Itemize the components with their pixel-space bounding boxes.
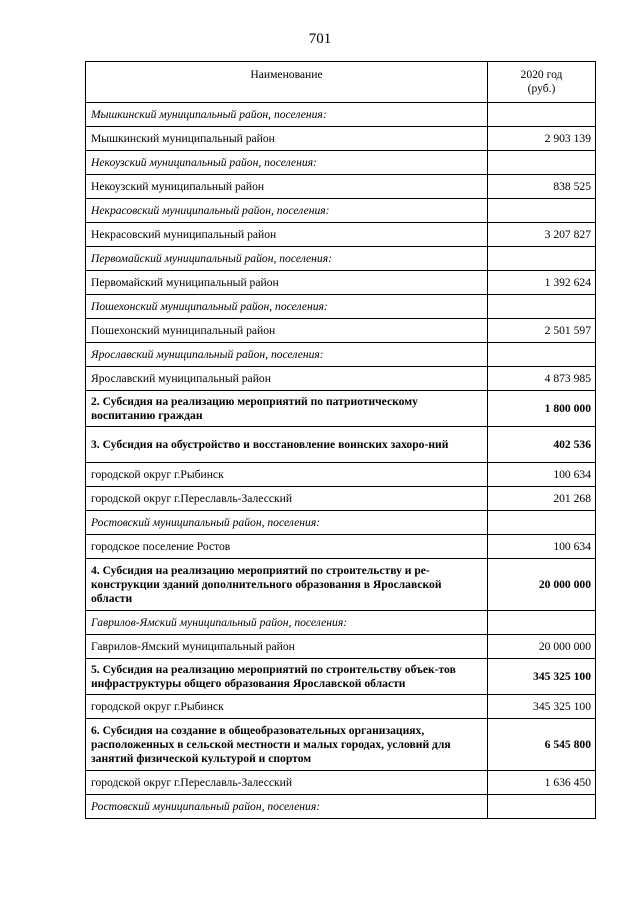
page-number: 701 [308,31,332,47]
row-name: городское поселение Ростов [86,535,488,559]
header-amount [488,62,596,103]
row-name: городской округ г.Переславль-Залесский [86,487,488,511]
row-name: 2. Субсидия на реализацию мероприятий по патриотическому воспитанию граждан [86,391,488,427]
district-row [86,199,596,223]
section-row [86,659,596,695]
row-name: Пошехонский муниципальный район [86,319,488,343]
row-amount: 4 873 985 [488,367,596,391]
row-name: 6. Субсидия на создание в общеобразовательных организациях, расположенных в сельской местности и малых городах, условий для занятий физической культурой и спортом [86,719,488,771]
district-row [86,795,596,819]
header-name: Наименование [86,62,488,103]
row-amount [488,247,596,271]
table-row [86,695,596,719]
table-row [86,223,596,247]
row-amount: 838 525 [488,175,596,199]
section-row [86,719,596,771]
section-row [86,427,596,463]
row-name: Некрасовский муниципальный район [86,223,488,247]
row-name: Пошехонский муниципальный район, поселения: [86,295,488,319]
row-name: Ярославский муниципальный район, поселения: [86,343,488,367]
row-amount: 402 536 [488,427,596,463]
row-name: 5. Субсидия на реализацию мероприятий по строительству объек-тов инфраструктуры общего образования Ярославской области [86,659,488,695]
row-name: Ярославский муниципальный район [86,367,488,391]
row-amount [488,199,596,223]
row-name: 3. Субсидия на обустройство и восстановление воинских захоро-ний [86,427,488,463]
row-name: городской округ г.Переславль-Залесский [86,771,488,795]
row-amount [488,511,596,535]
district-row [86,343,596,367]
row-amount: 1 636 450 [488,771,596,795]
district-row [86,247,596,271]
table-body [86,103,596,819]
row-amount: 100 634 [488,463,596,487]
section-row [86,391,596,427]
row-amount: 345 325 100 [488,659,596,695]
row-amount [488,103,596,127]
district-row [86,511,596,535]
header-amount-year: 2020 год [520,68,563,81]
table-header-row [86,62,596,103]
district-row [86,611,596,635]
row-amount: 1 392 624 [488,271,596,295]
row-name: Ростовский муниципальный район, поселения: [86,795,488,819]
row-amount: 345 325 100 [488,695,596,719]
row-name: городской округ г.Рыбинск [86,463,488,487]
row-name: Мышкинский муниципальный район [86,127,488,151]
row-amount: 3 207 827 [488,223,596,247]
header-amount-unit: (руб.) [527,82,556,95]
table-row [86,127,596,151]
section-row [86,559,596,611]
row-name: Первомайский муниципальный район, поселения: [86,247,488,271]
row-amount: 1 800 000 [488,391,596,427]
row-amount [488,295,596,319]
row-name: Некрасовский муниципальный район, поселения: [86,199,488,223]
row-amount [488,795,596,819]
row-name: Некоузский муниципальный район, поселения: [86,151,488,175]
row-name: Гаврилов-Ямский муниципальный район, поселения: [86,611,488,635]
table-row [86,271,596,295]
row-amount: 2 501 597 [488,319,596,343]
row-name: городской округ г.Рыбинск [86,695,488,719]
row-name: Ростовский муниципальный район, поселения: [86,511,488,535]
table-row [86,771,596,795]
district-row [86,295,596,319]
table-row [86,367,596,391]
row-name: Мышкинский муниципальный район, поселения: [86,103,488,127]
table-row [86,635,596,659]
row-amount: 100 634 [488,535,596,559]
row-amount: 20 000 000 [488,559,596,611]
row-name: Первомайский муниципальный район [86,271,488,295]
row-amount [488,611,596,635]
table-row [86,535,596,559]
table-row [86,319,596,343]
district-row [86,103,596,127]
district-row [86,151,596,175]
table-row [86,487,596,511]
table-row [86,175,596,199]
row-name: Гаврилов-Ямский муниципальный район [86,635,488,659]
row-amount: 201 268 [488,487,596,511]
row-amount: 2 903 139 [488,127,596,151]
row-amount: 20 000 000 [488,635,596,659]
table-row [86,463,596,487]
budget-table [85,61,596,819]
row-name: Некоузский муниципальный район [86,175,488,199]
row-amount [488,151,596,175]
row-amount [488,343,596,367]
row-name: 4. Субсидия на реализацию мероприятий по строительству и ре-конструкции зданий дополнительного образования в Ярославской области [86,559,488,611]
row-amount: 6 545 800 [488,719,596,771]
